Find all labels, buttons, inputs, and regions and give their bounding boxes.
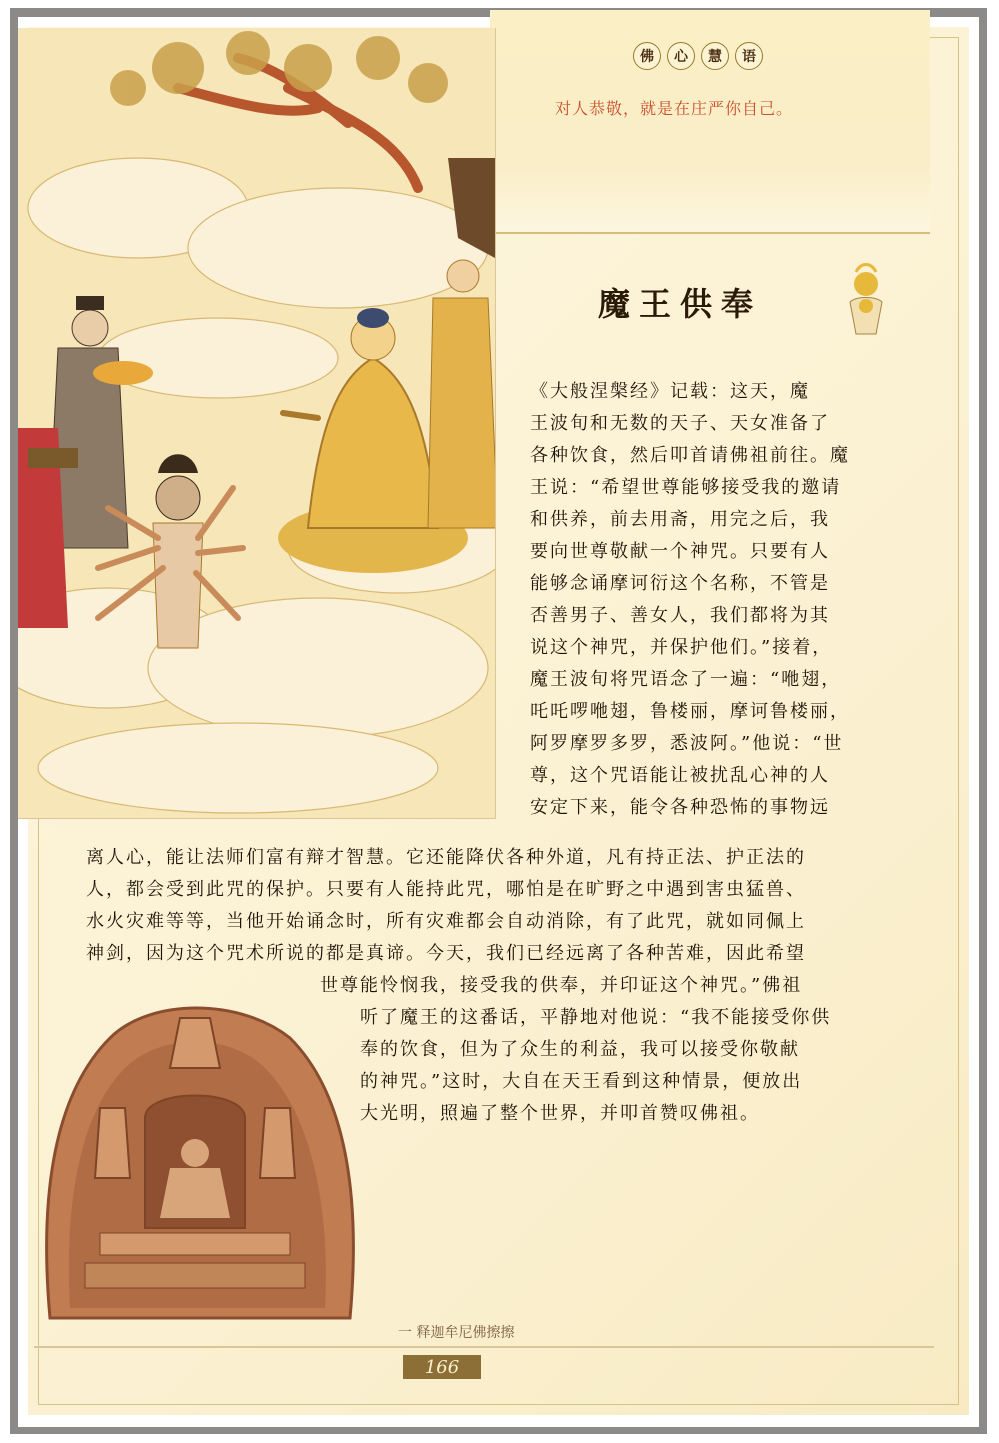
text-line: 阿罗摩罗多罗，悉波阿。”他说：“世 (530, 733, 844, 754)
text-line: 的神咒。”这时，大自在天王看到这种情景，便放出 (360, 1071, 803, 1092)
text-line: 否善男子、善女人，我们都将为其 (530, 605, 830, 626)
article-text-full (86, 842, 806, 970)
text-line: 世尊能怜悯我，接受我的供奉，并印证这个神咒。”佛祖 (320, 975, 803, 996)
header-tag: 佛 (633, 42, 661, 70)
text-line: 《大般涅槃经》记载：这天，魔 (530, 381, 810, 402)
text-line: 能够念诵摩诃衍这个名称，不管是 (530, 573, 830, 594)
text-line: 人，都会受到此咒的保护。只要有人能持此咒，哪怕是在旷野之中遇到害虫猛兽、 (86, 879, 806, 900)
header-tag: 心 (667, 42, 695, 70)
text-line: 听了魔王的这番话，平静地对他说：“我不能接受你供 (360, 1007, 832, 1028)
article-text-bottom (360, 1002, 831, 1130)
text-line: 离人心，能让法师们富有辩才智慧。它还能降伏各种外道，凡有持正法、护正法的 (86, 847, 806, 868)
clay-relief-image (30, 988, 360, 1328)
text-line: 尊，这个咒语能让被扰乱心神的人 (530, 765, 830, 786)
page-number: 166 (403, 1355, 481, 1379)
image-caption: 一 释迦牟尼佛擦擦 (398, 1325, 515, 1341)
text-line: 奉的饮食，但为了众生的利益，我可以接受你敬献 (360, 1039, 800, 1060)
buddha-painting (18, 28, 496, 819)
header-motto: 对人恭敬，就是在庄严你自己。 (555, 99, 794, 118)
article-text-mid (320, 970, 802, 1002)
text-line: 水火灾难等等，当他开始诵念时，所有灾难都会自动消除，有了此咒，就如同佩上 (86, 911, 806, 932)
bottom-rule (34, 1346, 934, 1348)
header-tags (633, 42, 763, 70)
text-line: 各种饮食，然后叩首请佛祖前往。魔 (530, 445, 850, 466)
text-line: 王波旬和无数的天子、天女准备了 (530, 413, 830, 434)
text-line: 神剑，因为这个咒术所说的都是真谛。今天，我们已经远离了各种苦难，因此希望 (86, 943, 806, 964)
lotus-hand-icon (836, 262, 896, 342)
text-line: 说这个神咒，并保护他们。”接着， (530, 637, 833, 658)
text-line: 大光明，照遍了整个世界，并叩首赞叹佛祖。 (360, 1103, 760, 1124)
text-line: 魔王波旬将咒语念了一遍：“咃翅， (530, 669, 842, 690)
text-line: 吒吒啰咃翅，鲁楼丽，摩诃鲁楼丽， (530, 701, 850, 722)
text-line: 要向世尊敬献一个神咒。只要有人 (530, 541, 830, 562)
article-title: 魔王供奉 (598, 285, 763, 323)
text-line: 王说：“希望世尊能够接受我的邀请 (530, 477, 842, 498)
text-line: 安定下来，能令各种恐怖的事物远 (530, 797, 830, 818)
article-text-right (530, 376, 850, 824)
text-line: 和供养，前去用斋，用完之后，我 (530, 509, 830, 530)
header-tag: 慧 (701, 42, 729, 70)
header-tag: 语 (735, 42, 763, 70)
